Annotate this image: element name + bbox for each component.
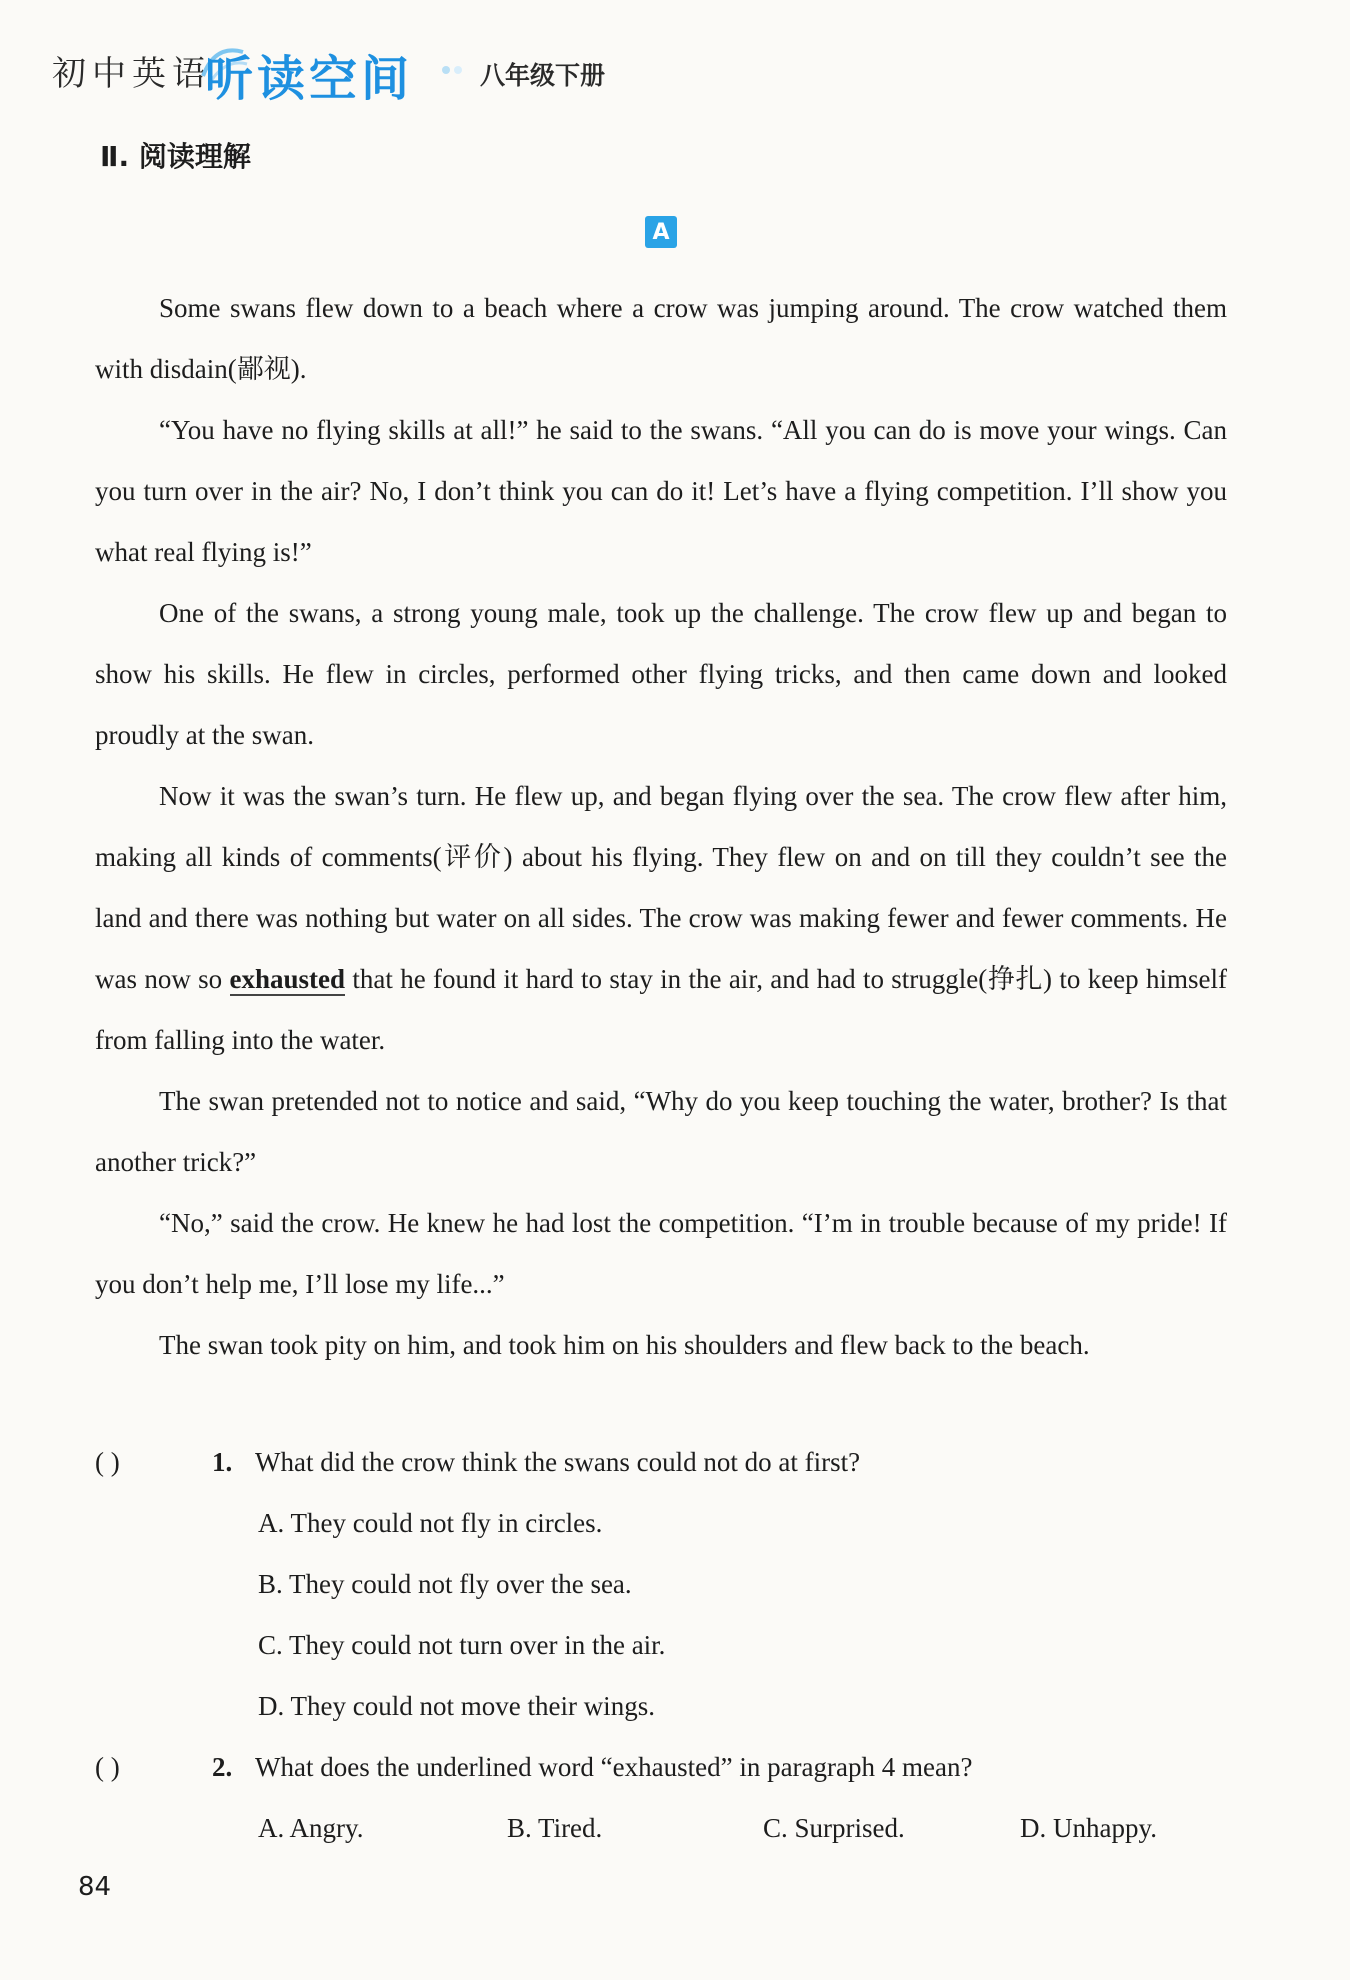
options-row xyxy=(95,1798,1245,1859)
series-title: 初中英语 xyxy=(52,54,212,94)
underlined-keyword: exhausted xyxy=(229,964,346,994)
brand-title: 听读空间 xyxy=(205,51,414,107)
answer-blank[interactable]: ( ) xyxy=(95,1447,120,1477)
question-stem: What did the crow think the swans could not do at first? xyxy=(255,1447,861,1477)
page-number: 84 xyxy=(78,1872,112,1902)
paragraph-4-text-b: that he found it hard to stay in the air, and had to struggle(挣扎) to keep himself from falling into the water. xyxy=(95,964,1227,1055)
answer-blank[interactable]: ( ) xyxy=(95,1752,120,1782)
option-b: B. They could not fly over the sea. xyxy=(258,1569,632,1599)
paragraph-6: “No,” said the crow. He knew he had lost the competition. “I’m in trouble because of my pride! If you don’t help me, I’ll lose my life...” xyxy=(95,1208,1227,1299)
option-a: A. They could not fly in circles. xyxy=(258,1508,603,1538)
option-b: B. Tired. xyxy=(507,1813,603,1843)
option-d: D. Unhappy. xyxy=(1020,1813,1157,1843)
passage-label-badge: A xyxy=(645,216,677,248)
option-c: C. They could not turn over in the air. xyxy=(258,1630,666,1660)
paragraph-1: Some swans flew down to a beach where a crow was jumping around. The crow watched them with disdain(鄙视). xyxy=(95,293,1227,384)
question-number: 2. xyxy=(212,1752,233,1782)
option-c: C. Surprised. xyxy=(763,1813,905,1843)
question-stem: What does the underlined word “exhausted” in paragraph 4 mean? xyxy=(255,1752,973,1782)
reading-passage xyxy=(95,278,1227,1376)
option-d: D. They could not move their wings. xyxy=(258,1691,655,1721)
option-a: A. Angry. xyxy=(258,1813,364,1843)
question-number: 1. xyxy=(212,1447,233,1477)
question-list xyxy=(95,1432,1245,1859)
decor-dots-icon xyxy=(440,64,470,76)
question-1 xyxy=(95,1432,1245,1493)
paragraph-2: “You have no flying skills at all!” he said to the swans. “All you can do is move your wings. Can you turn over in the air? No, I don’t think you can do it! Let’s have a flying competition. I’ll show you what real flying is!” xyxy=(95,415,1227,567)
grade-label: 八年级下册 xyxy=(480,61,606,90)
paragraph-4 xyxy=(95,766,1227,1071)
question-2 xyxy=(95,1737,1245,1798)
paragraph-4-text-a: Now it was the swan’s turn. He flew up, and began flying over the sea. The crow flew after him, making all kinds of comments(评价) about his flying. They flew on and on till they couldn’t see the land and there was nothing but water on all sides. The crow was making fewer and fewer comments. He was now so xyxy=(95,781,1227,994)
paragraph-3: One of the swans, a strong young male, took up the challenge. The crow flew up and began to show his skills. He flew in circles, performed other flying tricks, and then came down and looked proudly at the swan. xyxy=(95,598,1227,750)
section-title: Ⅱ. 阅读理解 xyxy=(100,140,251,173)
paragraph-7: The swan took pity on him, and took him on his shoulders and flew back to the beach. xyxy=(159,1330,1090,1360)
paragraph-5: The swan pretended not to notice and said, “Why do you keep touching the water, brother? Is that another trick?” xyxy=(95,1086,1227,1177)
page-header xyxy=(0,0,1350,120)
